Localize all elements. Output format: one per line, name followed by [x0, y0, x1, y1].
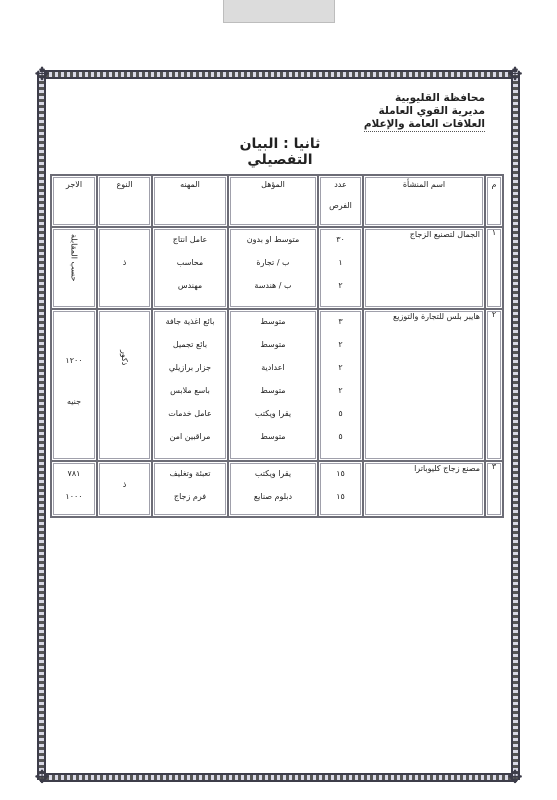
- row-num: ٢: [485, 309, 503, 461]
- wage: ٧٨١ ١٠٠٠: [51, 461, 97, 517]
- top-tab: [223, 0, 335, 23]
- gender: ذ: [97, 227, 152, 309]
- table-header-row: [51, 175, 503, 227]
- profession: عامل انتاج محاسب مهندس: [152, 227, 228, 309]
- corner-ornament-icon: ✥: [34, 64, 50, 85]
- wage: ١٢٠٠ جنيه: [51, 309, 97, 461]
- qualification: متوسط متوسط اعدادية متوسط يقرا ويكتب متوسط: [228, 309, 318, 461]
- establishment-name: مصنع زجاج كليوباترا: [363, 461, 485, 517]
- qualification: يقرا ويكتب دبلوم صنايع: [228, 461, 318, 517]
- col-header-qualification: المؤهل: [228, 175, 318, 227]
- frame-bottom-border: [40, 773, 517, 782]
- jobs-table: [50, 174, 504, 518]
- page-title: ثانيا : البيان التفصيلي: [239, 136, 321, 168]
- row-num: ١: [485, 227, 503, 309]
- profession: بائع اغذية جافة بائع تجميل جزار برازيلي باسع ملابس عامل خدمات مراقبين امن: [152, 309, 228, 461]
- frame-left-border: [37, 72, 46, 780]
- corner-ornament-icon: ✥: [34, 767, 50, 788]
- openings-count: ٣٠ ١ ٢: [318, 227, 363, 309]
- col-header-num: م: [485, 175, 503, 227]
- department-name: العلاقات العامة والإعلام: [363, 118, 485, 130]
- col-header-gender: النوع: [97, 175, 152, 227]
- col-header-openings: عدد الفرص: [318, 175, 363, 227]
- col-header-profession: المهنه: [152, 175, 228, 227]
- frame-right-border: [511, 72, 520, 780]
- corner-ornament-icon: ✥: [507, 64, 523, 85]
- col-header-wage: الاجر: [51, 175, 97, 227]
- table-row: [51, 227, 503, 309]
- table-row: [51, 309, 503, 461]
- openings-count: ١٥ ١٥: [318, 461, 363, 517]
- governorate-name: محافظة القليوبية: [395, 92, 485, 104]
- establishment-name: هايبر بلس للتجارة والتوزيع: [363, 309, 485, 461]
- corner-ornament-icon: ✥: [507, 767, 523, 788]
- frame-top-border: [40, 70, 517, 79]
- directorate-name: مديرية القوي العاملة: [378, 105, 485, 117]
- letterhead: [364, 92, 485, 132]
- gender: ذكور: [97, 309, 152, 461]
- qualification: متوسط او بدون ب / تجارة ب / هندسة: [228, 227, 318, 309]
- col-header-establishment: اسم المنشأة: [363, 175, 485, 227]
- establishment-name: الجمال لتصنيع الزجاج: [363, 227, 485, 309]
- profession: تعبئة وتغليف فرم زجاج: [152, 461, 228, 517]
- row-num: ٣: [485, 461, 503, 517]
- table-row: [51, 461, 503, 517]
- openings-count: ٣ ٢ ٢ ٢ ٥ ٥: [318, 309, 363, 461]
- wage: حسب المقابلة: [51, 227, 97, 309]
- gender: ذ: [97, 461, 152, 517]
